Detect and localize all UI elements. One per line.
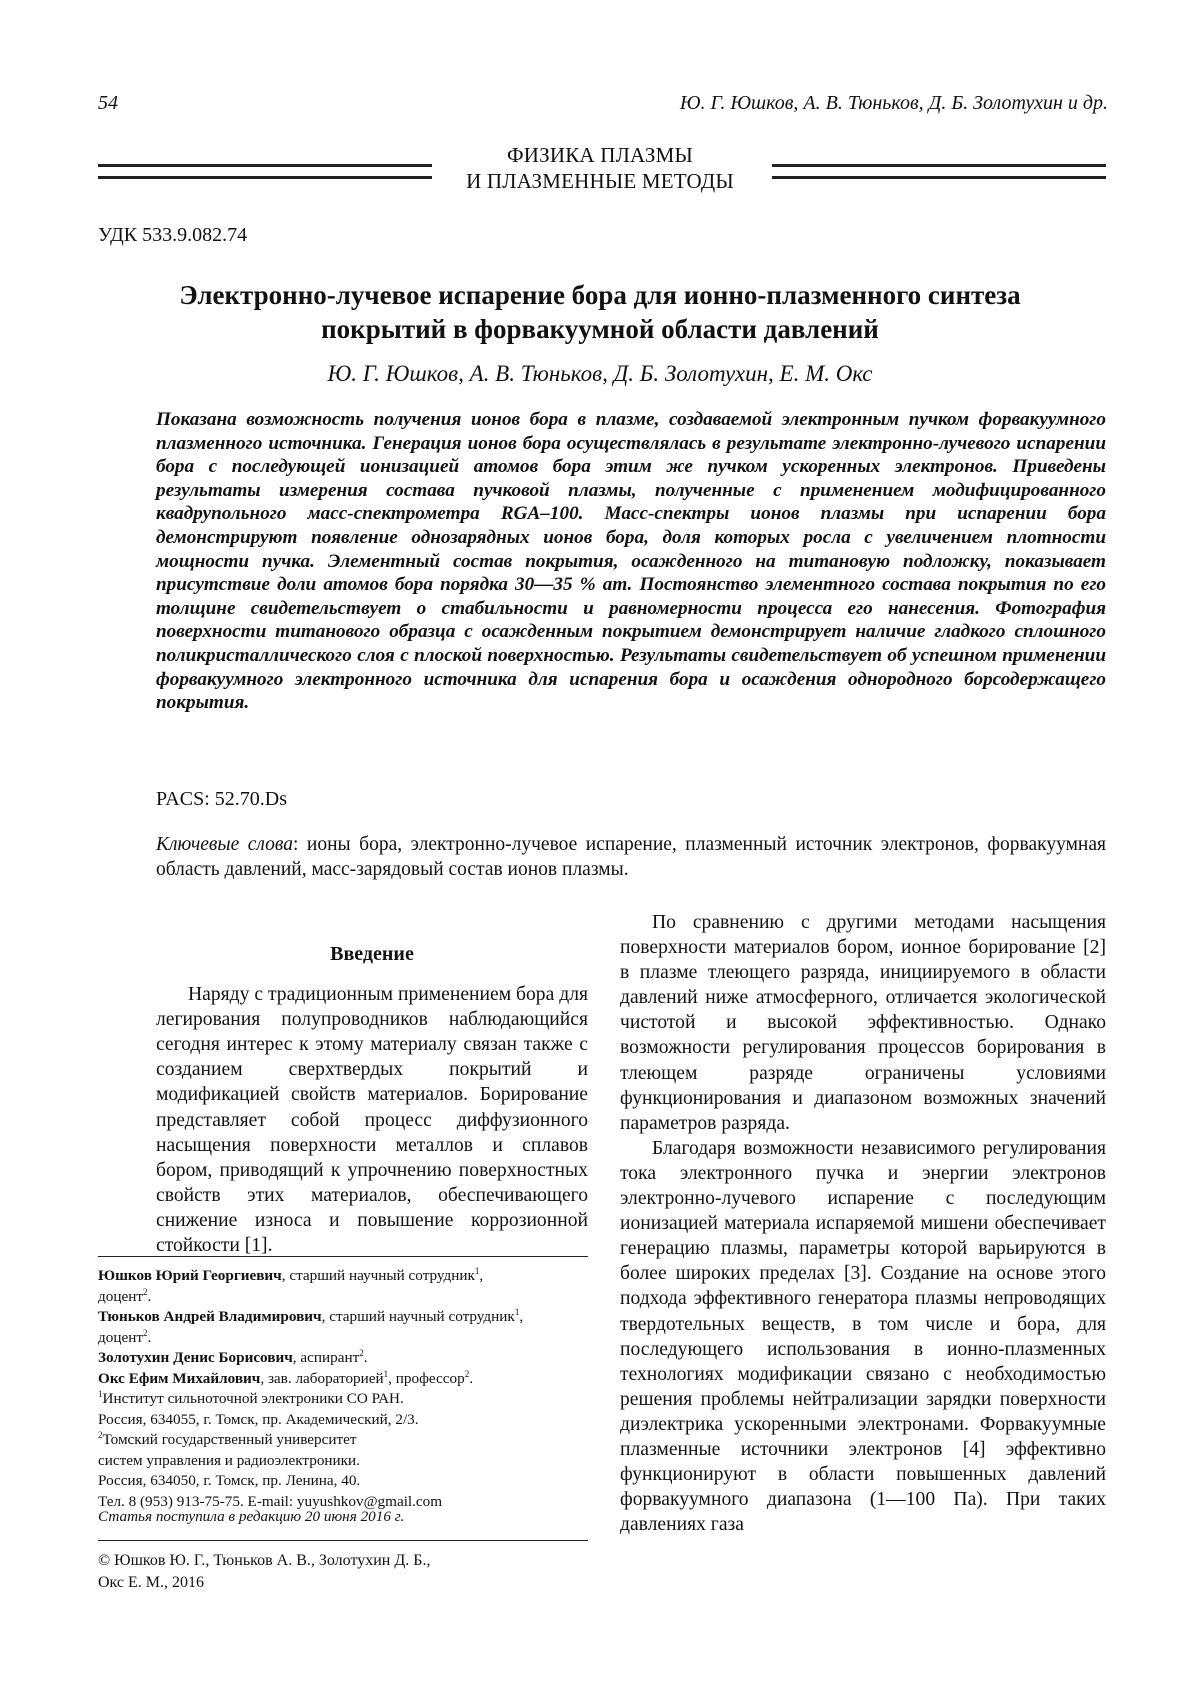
keywords-label: Ключевые слова	[156, 834, 293, 855]
udk-code: УДК 533.9.082.74	[98, 224, 248, 246]
section-rule-right	[772, 164, 1106, 179]
pacs-code: PACS: 52.70.Ds	[156, 788, 287, 810]
footnote-author-2: Тюньков Андрей Владимирович, старший научный сотрудник$^1$,	[98, 1307, 524, 1325]
keywords-text: : ионы бора, электронно-лучевое испарение, плазменный источник электронов, форвакуумная область давлений, масс-зарядовый состав ионов плазмы.	[156, 834, 1106, 880]
keywords	[156, 832, 1106, 882]
article-title	[0, 278, 1200, 346]
footnote-author-1: Юшков Юрий Георгиевич, старший научный сотрудник$^1$,	[98, 1266, 484, 1284]
intro-paragraph-2: По сравнению с другими методами насыщения поверхности материалов бором, ионное борирование [2] в плазме тлеющего разряда, инициируемого в области давлений ниже атмосферного, отличается экологической чистотой и высокой эффективностью. Однако возможности регулирования процессов борирования в тлеющем разряде ограничены условиями функционирования и диапазоном возможных значений параметров разряда.	[620, 912, 1106, 1134]
left-column	[156, 942, 588, 1258]
running-header-authors: Ю. Г. Юшков, А. В. Тюньков, Д. Б. Золотухин и др.	[679, 92, 1108, 114]
footnote-author-4: Окс Ефим Михайлович, зав. лабораторией$^1$, профессор$^2$.	[98, 1368, 473, 1387]
copyright-line-1: © Юшков Ю. Г., Тюньков А. В., Золотухин Д. Б.,	[98, 1552, 431, 1569]
footnote-author-3: Золотухин Денис Борисович, аспирант$^2$.	[98, 1348, 368, 1366]
copyright-line-2: Окс Е. М., 2016	[98, 1574, 205, 1591]
page-number: 54	[98, 92, 118, 114]
right-column	[620, 910, 1106, 1537]
intro-paragraph-1: Наряду с традиционным применением бора для легирования полупроводников наблюдающийся сегодня интерес к этому материалу связан также с созданием сверхтвердых покрытий и модификацией свойств материалов. Борирование представляет собой процесс диффузионного насыщения поверхности металлов и сплавов бором, приводящий к упрочнению поверхностных свойств этих материалов, обеспечивающего снижение износа и повышение коррозионной стойкости [1].	[156, 984, 588, 1257]
contact-info: Тел. 8 (953) 913-75-75. E-mail: yuyushkov@gmail.com	[98, 1492, 443, 1510]
author-byline: Ю. Г. Юшков, А. В. Тюньков, Д. Б. Золотухин, Е. М. Окс	[327, 361, 873, 386]
title-line-1: Электронно-лучевое испарение бора для ионно-плазменного синтеза	[179, 280, 1021, 310]
section-heading-line-2: И ПЛАЗМЕННЫЕ МЕТОДЫ	[466, 169, 734, 193]
abstract: Показана возможность получения ионов бора в плазме, создаваемой электронным пучком форвакуумного плазменного источника. Генерация ионов бора осуществлялась в результате электронно-лучевого испарении бора с последующей ионизацией атомов бора этим же пучком ускоренных электронов. Приведены результаты измерения состава пучковой плазмы, полученные с применением модифицированного квадрупольного масс-спектрометра RGA–100. Масс-спектры ионов плазмы при испарении бора демонстрируют появление однозарядных ионов бора, доля которых росла с увеличением плотности мощности пучка. Элементный состав покрытия, осажденного на титановую подложку, показывает присутствие доли атомов бора порядка 30—35 % ат. Постоянство элементного состава покрытия по его толщине свидетельствует о стабильности и равномерности процесса его нанесения. Фотография поверхности титанового образца с осажденным покрытием демонстрирует наличие гладкого сплошного поликристаллического слоя с плоской поверхностью. Результаты свидетельствует об успешном применении форвакуумного электронного источника для испарения бора и осаждения однородного борсодержащего покрытия.	[156, 409, 1106, 714]
received-date: Статья поступила в редакцию 20 июня 2016 г.	[98, 1508, 405, 1525]
intro-heading: Введение	[330, 943, 414, 965]
affiliation-2-line-2: систем управления и радиоэлектроники.	[98, 1451, 360, 1469]
author-footnote	[98, 1266, 598, 1512]
copyright-rule	[98, 1540, 588, 1541]
footnote-author-1-cont: доцент$^2$.	[98, 1286, 152, 1305]
title-line-2: покрытий в форвакуумной области давлений	[321, 314, 879, 344]
affiliation-2-line-1: $^2$Томский государственный университет	[98, 1430, 357, 1448]
section-heading-line-1: ФИЗИКА ПЛАЗМЫ	[506, 143, 694, 167]
copyright	[98, 1550, 430, 1594]
affiliation-1-line-1: $^1$Институт сильноточной электроники СО РАН.	[98, 1389, 404, 1407]
affiliation-2-line-3: Россия, 634050, г. Томск, пр. Ленина, 40.	[98, 1472, 361, 1489]
footnote-rule	[98, 1256, 588, 1257]
affiliation-1-line-2: Россия, 634055, г. Томск, пр. Академический, 2/3.	[98, 1410, 419, 1428]
section-rule-left	[98, 164, 432, 179]
footnote-author-2-cont: доцент$^2$.	[98, 1327, 152, 1346]
intro-paragraph-3: Благодаря возможности независимого регулирования тока электронного пучка и энергии электронов электронно-лучевого испарение с последующим ионизацией материала испаряемой мишени обеспечивает генерацию плазмы, параметры которой варьируются в более широких пределах [3]. Создание на основе этого подхода эффективного генератора плазмы непроводящих твердотельных веществ, в том числе и бора, для последующего использования в ионно-плазменных технологиях модификации связано с необходимостью решения проблемы нейтрализации зарядки поверхности диэлектрика ускоренными электронами. Форвакуумные плазменные источники электронов [4] эффективно функционируют в области повышенных давлений форвакуумного диапазона (1—100 Па). При таких давлениях газа	[620, 1137, 1106, 1536]
